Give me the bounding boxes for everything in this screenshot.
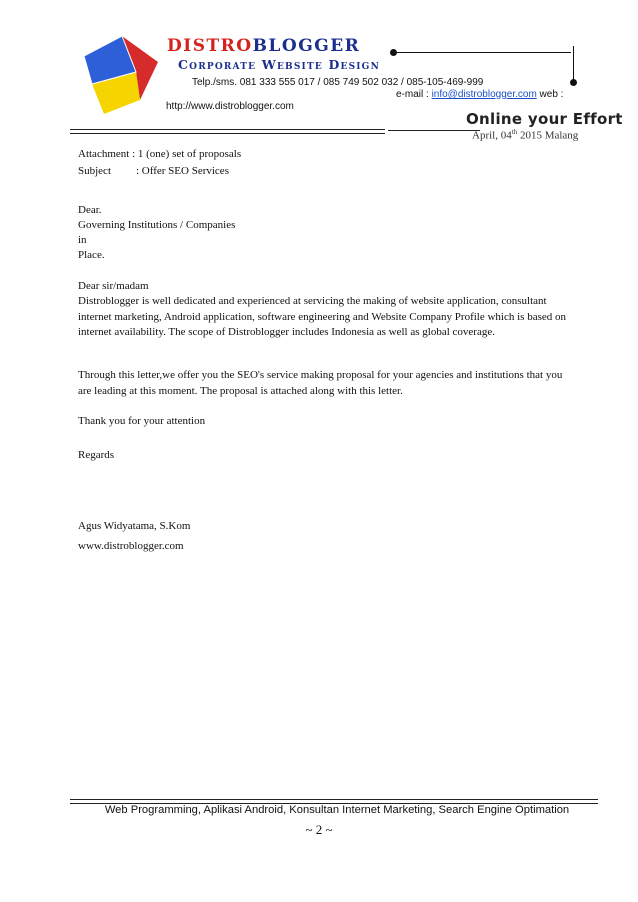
recipient-line: Governing Institutions / Companies <box>78 219 236 231</box>
web-label: web : <box>536 89 564 100</box>
header-line-top <box>393 52 571 53</box>
header-dot-left <box>390 49 397 56</box>
email-link[interactable]: info@distroblogger.com <box>431 89 537 100</box>
in-line: in <box>78 234 87 246</box>
regards-line: Regards <box>78 449 115 461</box>
brand-part2: BLOGGER <box>252 36 361 56</box>
attachment-line: Attachment : 1 (one) set of proposals <box>78 148 242 160</box>
signer-website: www.distroblogger.com <box>78 540 184 552</box>
website-url[interactable]: http://www.distroblogger.com <box>166 101 294 112</box>
distroblogger-logo <box>78 32 164 116</box>
contact-email-line <box>396 89 563 100</box>
date-sup: th <box>511 128 518 136</box>
place-line: Place. <box>78 249 105 261</box>
salutation: Dear sir/madam <box>78 280 149 292</box>
subject-label: Subject <box>78 165 111 177</box>
letter-date <box>472 128 578 142</box>
brand-tagline: Corporate Website Design <box>178 57 380 72</box>
subject-line <box>78 164 578 180</box>
signer-name: Agus Widyatama, S.Kom <box>78 520 191 532</box>
email-label: e-mail : <box>396 89 432 100</box>
footer-services: Web Programming, Aplikasi Android, Konsultan Internet Marketing, Search Engine Optimation <box>104 804 570 816</box>
header-rule <box>70 129 385 134</box>
dear-line: Dear. <box>78 204 102 216</box>
subject-value: : Offer SEO Services <box>136 165 229 177</box>
date-post: 2015 Malang <box>517 129 579 142</box>
header-rule-right <box>388 130 480 131</box>
page-number: ~ 2 ~ <box>305 822 333 837</box>
thanks-line: Thank you for your attention <box>78 415 206 427</box>
brand-part1: DISTRO <box>167 36 253 56</box>
header-dot-right <box>570 79 577 86</box>
date-pre: April, 04 <box>472 129 512 142</box>
paragraph-1: Distroblogger is well dedicated and experienced at servicing the making of website application, consultant internet marketing, Android application, software engineering and Website Company Profile which is based on internet availability. The scope of Distroblogger includes Indonesia as well as global coverage. <box>78 295 566 339</box>
contact-phone: Telp./sms. 081 333 555 017 / 085 749 502 032 / 085-105-469-999 <box>192 77 484 88</box>
header-line-vertical <box>573 46 574 82</box>
brand-name <box>167 36 360 56</box>
slogan: Online your Effort <box>466 110 623 128</box>
paragraph-2: Through this letter,we offer you the SEO's service making proposal for your agencies and institutions that you are leading at this moment. The proposal is attached along with this letter. <box>78 369 563 397</box>
